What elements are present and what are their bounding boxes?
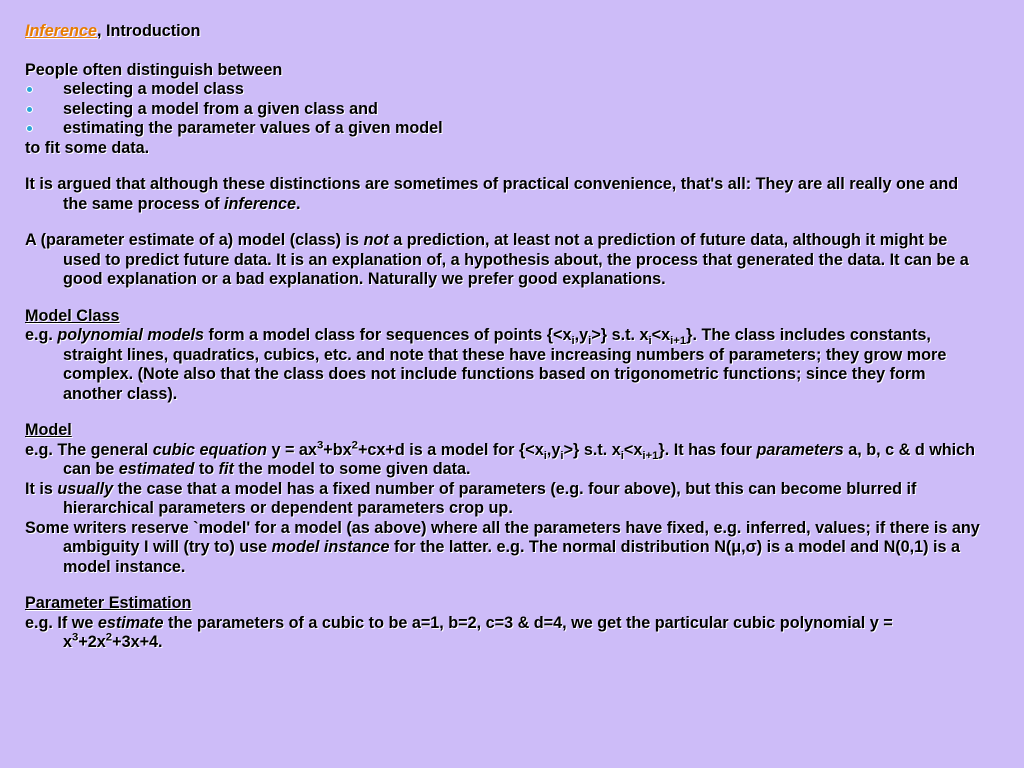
- subscript: i: [571, 335, 575, 348]
- bullet-item: [25, 119, 984, 139]
- cubic-paragraph: [25, 441, 984, 480]
- subscript: i+1: [642, 449, 659, 462]
- superscript: 2: [351, 439, 358, 452]
- bullet-item: [25, 100, 984, 120]
- text: <x: [623, 440, 643, 459]
- emphasis: estimate: [97, 613, 164, 632]
- text: e.g.: [25, 326, 58, 344]
- emphasis: parameters: [756, 440, 844, 459]
- text: y = ax: [266, 440, 317, 459]
- intro-lead: People often distinguish between: [25, 60, 283, 79]
- prediction-text-end: a prediction, at least not a prediction of future data, although it might be used to predict future data. It is an explanation of, a hypothesis about, the process that generated the data. It can be a good explanation or a bad explanation. Naturally we prefer good explanations.: [63, 231, 969, 288]
- bullet-dot-icon: [27, 107, 32, 112]
- text: to: [194, 460, 219, 478]
- superscript: 2: [105, 631, 113, 644]
- parameter-estimation-heading: Parameter Estimation: [25, 594, 192, 612]
- prediction-text: A (parameter estimate of a) model (class) is: [25, 231, 364, 249]
- slide-title: [25, 22, 984, 42]
- argued-text-end: .: [296, 194, 301, 213]
- text: the parameters of a cubic to be a=1, b=2, c=3 & d=4, we get the particular cubic polynomial y = x: [63, 613, 893, 651]
- title-accent[interactable]: Inference: [25, 22, 97, 40]
- subscript: i: [620, 449, 624, 462]
- model-heading: Model: [25, 421, 72, 439]
- emphasis: fit: [218, 460, 234, 478]
- model-class-section: [25, 307, 984, 405]
- argued-paragraph: [25, 175, 984, 214]
- text: +bx: [323, 440, 352, 459]
- bullet-dot-icon: [27, 87, 32, 92]
- text: for the latter. e.g. The normal distribution N(μ,σ) is a model and N(0,1) is a model instance.: [63, 538, 961, 576]
- emphasis: estimated: [118, 460, 195, 478]
- text: e.g. The general: [25, 440, 153, 459]
- text: the model to some given data.: [233, 460, 471, 478]
- argued-text: It is argued that although these distinctions are sometimes of practical convenience, that's all: They are all really one and the same process of: [25, 175, 959, 213]
- emphasis: model instance: [271, 538, 390, 556]
- text: }. It has four: [658, 440, 757, 459]
- text: form a model class for sequences of points {<x: [204, 326, 572, 344]
- emphasis: usually: [57, 479, 114, 498]
- text: +cx+d is a model for {<x: [357, 440, 544, 459]
- text: +2x: [78, 633, 106, 651]
- model-class-paragraph: [25, 326, 984, 404]
- text: +3x+4.: [112, 633, 163, 651]
- usually-paragraph: [25, 480, 984, 519]
- subscript: i+1: [670, 335, 687, 348]
- superscript: 3: [72, 631, 79, 644]
- text: a, b, c & d which can be: [63, 440, 976, 478]
- argued-emphasis: inference: [224, 194, 297, 213]
- superscript: 3: [316, 439, 324, 452]
- subscript: i: [588, 335, 592, 348]
- writers-paragraph: [25, 519, 984, 578]
- text: It is: [25, 479, 58, 498]
- bullet-item: [25, 80, 984, 100]
- bullet-text: estimating the parameter values of a given model: [63, 119, 443, 137]
- bullet-text: selecting a model from a given class and: [63, 99, 378, 118]
- subscript: i: [543, 449, 547, 462]
- text: >} s.t. x: [591, 326, 649, 344]
- parameter-estimation-paragraph: [25, 614, 984, 653]
- emphasis: polynomial models: [57, 326, 205, 344]
- bullet-text: selecting a model class: [63, 80, 244, 98]
- text: }. The class includes constants, straight lines, quadratics, cubics, etc. and note that these have increasing numbers of parameters; they grow more complex. (Note also that the class does not include functions based on trigonometric functions; since they form another class).: [63, 326, 947, 403]
- text: >} s.t. x: [563, 440, 621, 459]
- text: e.g. If we: [25, 613, 98, 632]
- prediction-emphasis: not: [363, 231, 389, 249]
- prediction-paragraph: [25, 231, 984, 290]
- subscript: i: [648, 335, 652, 348]
- parameter-estimation-section: [25, 594, 984, 653]
- text: the case that a model has a fixed number of parameters (e.g. four above), but this can become blurred if hierarchical parameters or dependent parameters crop up.: [63, 479, 917, 517]
- text: <x: [651, 326, 671, 344]
- title-rest: , Introduction: [96, 22, 201, 40]
- intro-section: [25, 61, 984, 159]
- bullet-dot-icon: [27, 126, 32, 131]
- model-class-heading: Model Class: [25, 306, 120, 325]
- subscript: i: [560, 449, 564, 462]
- text: ,y: [574, 326, 589, 344]
- emphasis: cubic equation: [152, 440, 267, 459]
- intro-tail: to fit some data.: [25, 138, 150, 157]
- text: Some writers reserve `model' for a model (as above) where all the parameters have fixed, e.g. inferred, values; if there is any ambiguity I will (try to) use: [25, 518, 980, 556]
- intro-bullet-list: [25, 80, 984, 139]
- model-section: [25, 421, 984, 577]
- text: ,y: [546, 440, 561, 459]
